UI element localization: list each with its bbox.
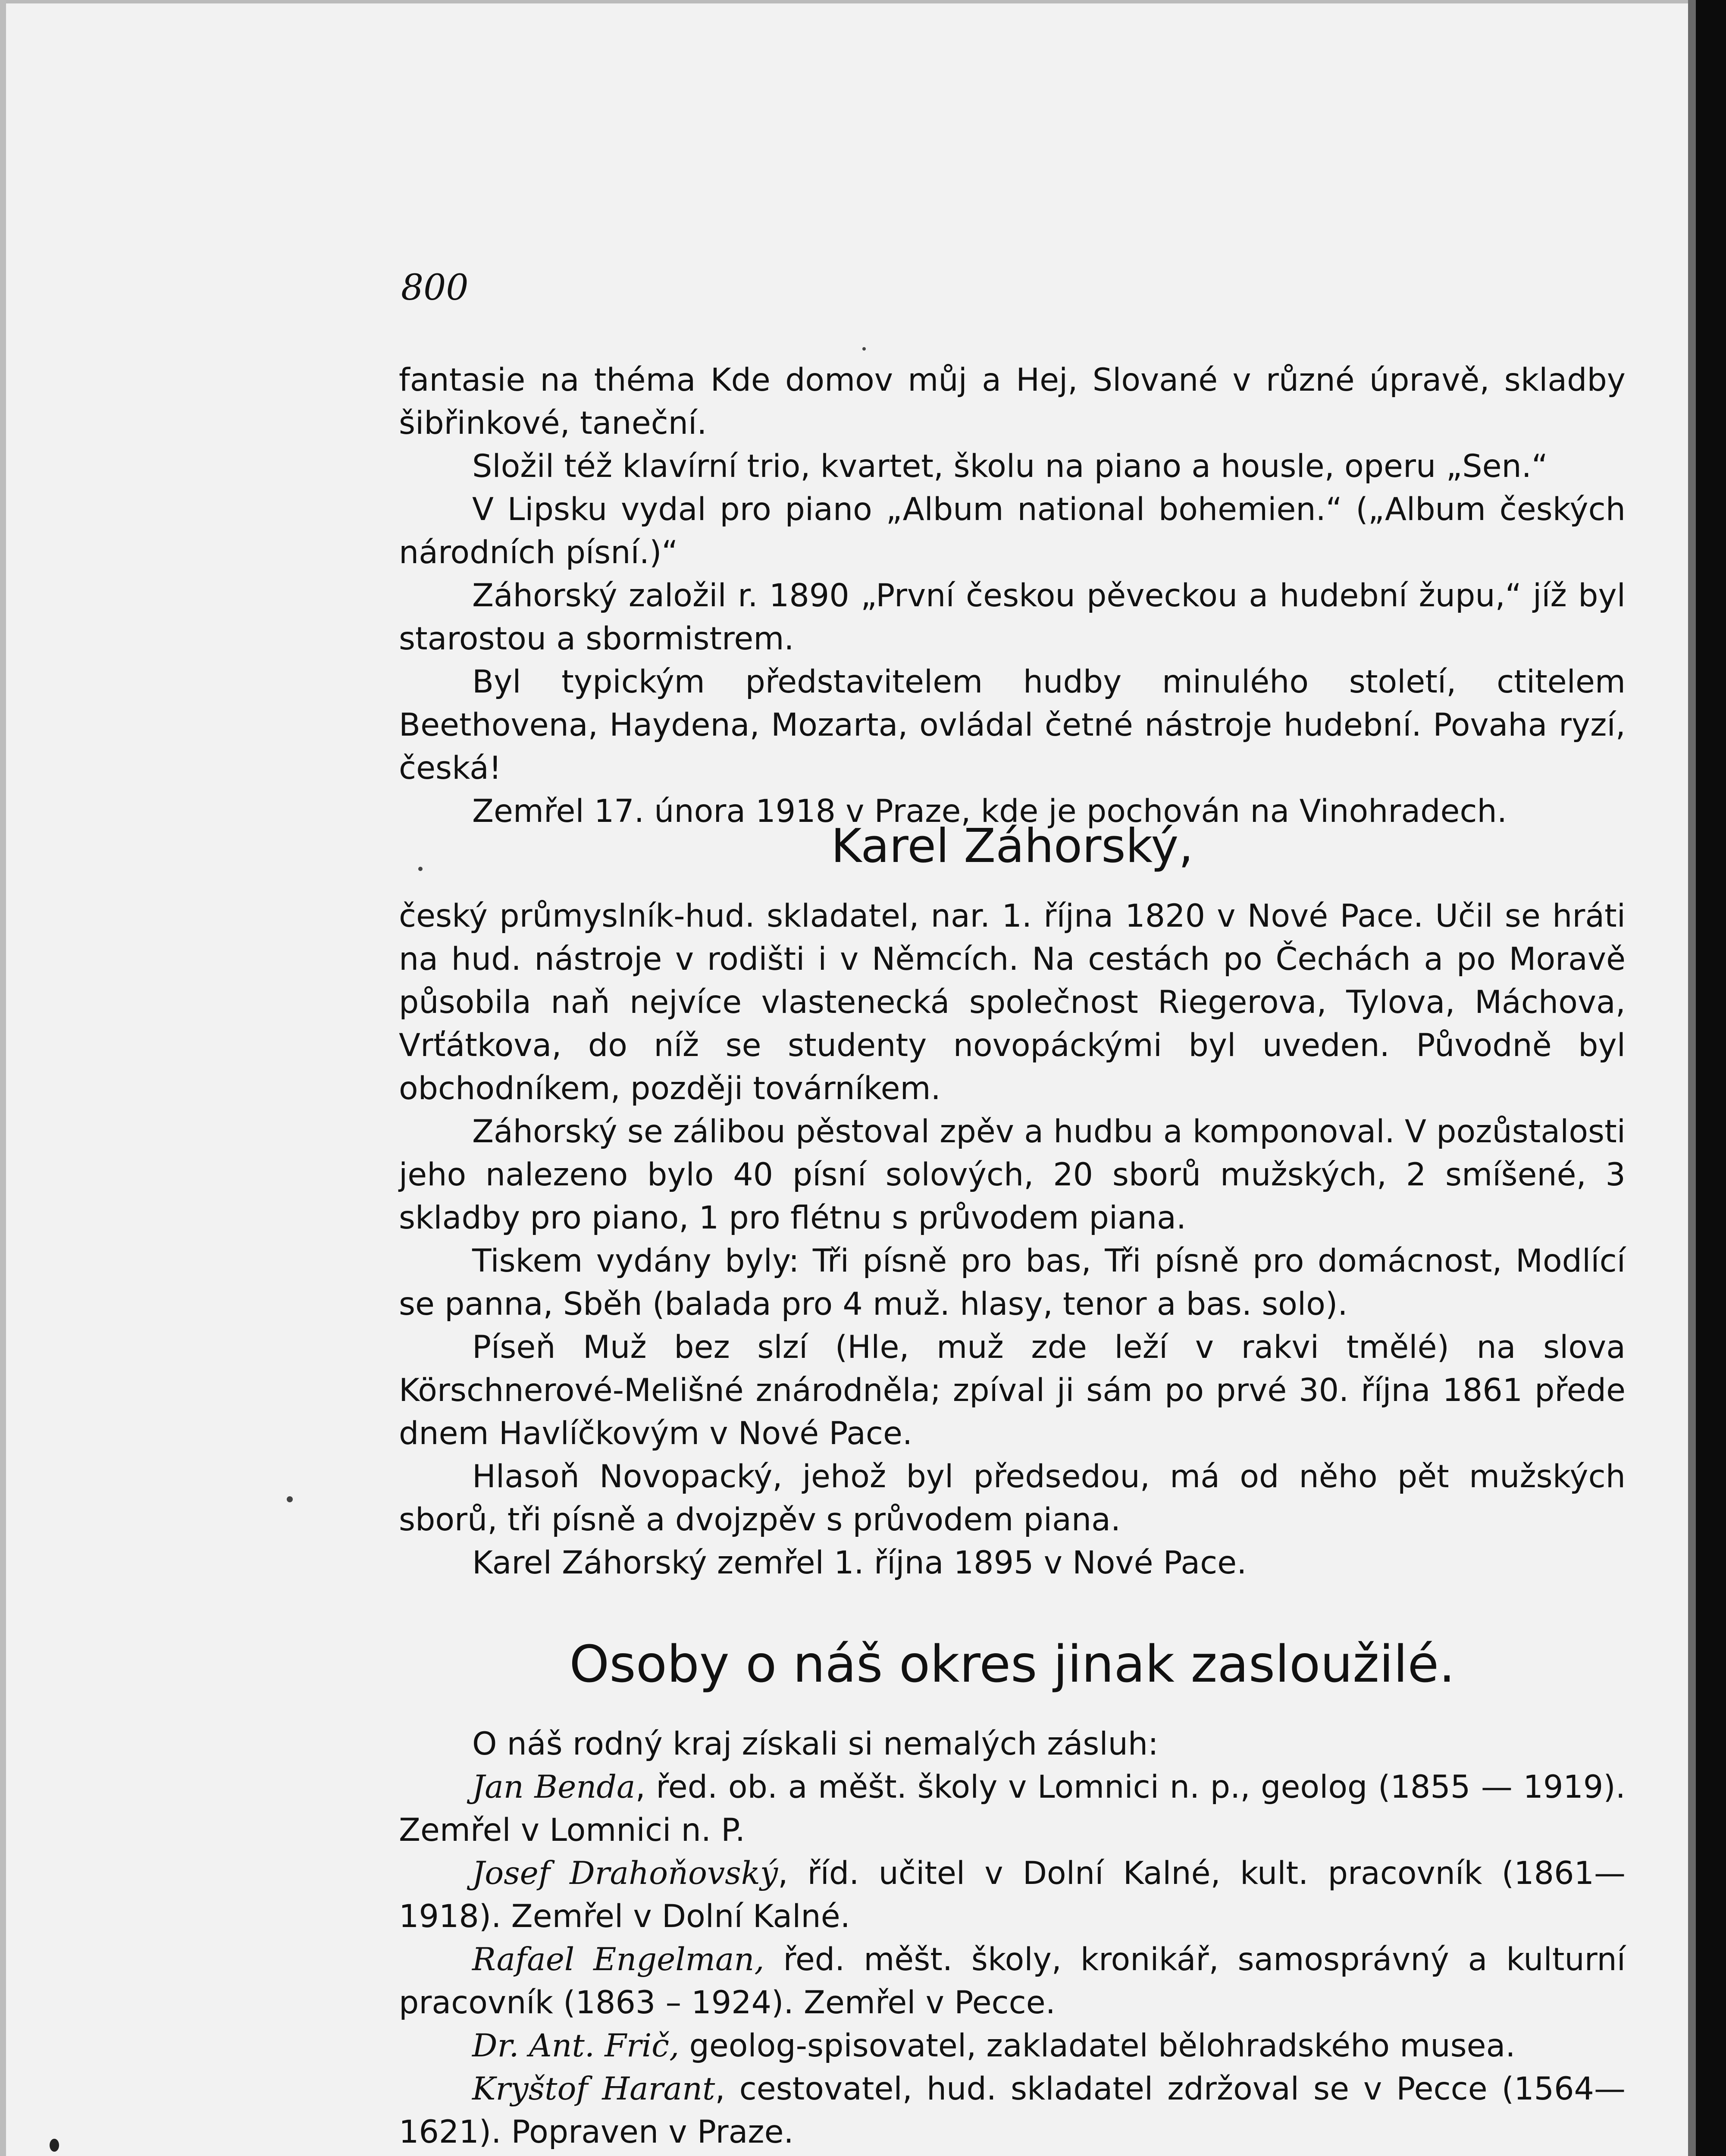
scan-border-right-shadow: [1688, 0, 1696, 2156]
person-name: Jan Benda: [472, 1769, 636, 1805]
person-entry: [399, 1766, 1626, 1852]
paragraph: fantasie na théma Kde domov můj a Hej, Slované v různé úpravě, skladby šibřinkové, taneční.: [399, 362, 1626, 442]
person-name: Josef Drahoňovský: [472, 1855, 778, 1892]
person-description: řed. měšt. školy, kronikář, samosprávný a kulturní pracovník (1863 – 1924). Zemřel v Pecce.: [399, 1941, 1626, 2021]
person-description: , cestovatel, hud. skladatel zdržoval se v Pecce (1564—1621). Popraven v Praze.: [399, 2071, 1626, 2150]
section-heading-persons: Osoby o náš okres jinak zasloužilé.: [569, 1634, 1455, 1694]
section-heading-karel-zahorsky: Karel Záhorský,: [831, 819, 1193, 873]
section-persons: [399, 1723, 1626, 2154]
page-number: 800: [401, 267, 469, 308]
paragraph: Hlasoň Novopacký, jehož byl předsedou, má od něho pět mužských sborů, tři písně a dvojzpěv s průvodem piana.: [399, 1458, 1626, 1538]
paragraph: Tiskem vydány byly: Tři písně pro bas, Tři písně pro domácnost, Modlící se panna, Sběh (balada pro 4 muž. hlasy, tenor a bas. solo).: [399, 1243, 1626, 1322]
scan-speck: [862, 347, 866, 351]
paragraph: Složil též klavírní trio, kvartet, školu na piano a housle, operu „Sen.“: [472, 448, 1548, 485]
paragraph: český průmyslník-hud. skladatel, nar. 1. října 1820 v Nové Pace. Učil se hráti na hud. nástroje v rodišti i v Němcích. Na cestách po Čechách a po Moravě působila naň nejvíce vlastenecká společnost Riegerova, Tylova, Máchova, Vrťátkova, do níž se studenty novopáckými byl uveden. Původně byl obchodníkem, později továrníkem.: [399, 898, 1626, 1107]
section-zahorsky-senior: [399, 359, 1626, 833]
scan-border-right: [1696, 0, 1726, 2156]
paragraph: Karel Záhorský zemřel 1. října 1895 v Nové Pace.: [472, 1545, 1247, 1581]
person-name: Dr. Ant. Frič,: [472, 2028, 680, 2064]
paragraph: Byl typickým představitelem hudby minulého století, ctitelem Beethovena, Haydena, Mozarta, ovládal četné nástroje hudební. Povaha ryzí, česká!: [399, 664, 1626, 787]
paragraph: Zemřel 17. února 1918 v Praze, kde je pochován na Vinohradech.: [472, 793, 1507, 830]
scan-border-top: [0, 0, 1726, 3]
person-description: , říd. učitel v Dolní Kalné, kult. pracovník (1861—1918). Zemřel v Dolní Kalné.: [399, 1855, 1626, 1935]
scan-speck: [287, 1496, 293, 1502]
person-description: geolog-spisovatel, zakladatel bělohradského musea.: [679, 2028, 1516, 2064]
paragraph: Záhorský založil r. 1890 „První českou pěveckou a hudební župu,“ jíž byl starostou a sbormistrem.: [399, 577, 1626, 657]
person-entry: [399, 2068, 1626, 2154]
person-name: Kryštof Harant: [472, 2071, 715, 2107]
person-entry: [399, 1852, 1626, 1938]
scan-border-left: [0, 0, 6, 2156]
paragraph: O náš rodný kraj získali si nemalých zásluh:: [472, 1726, 1159, 1762]
person-name: Rafael Engelman,: [472, 1941, 764, 1978]
scan-speck: [50, 2139, 59, 2152]
paragraph: V Lipsku vydal pro piano „Album national bohemien.“ („Album českých národních písní.)“: [399, 491, 1626, 571]
person-description: , řed. ob. a měšt. školy v Lomnici n. p., geolog (1855 — 1919). Zemřel v Lomnici n. P.: [399, 1769, 1626, 1849]
person-entry: [399, 2024, 1626, 2068]
person-entry: [399, 1938, 1626, 2024]
paragraph: Záhorský se zálibou pěstoval zpěv a hudbu a komponoval. V pozůstalosti jeho nalezeno bylo 40 písní solových, 20 sborů mužských, 2 smíšené, 3 skladby pro piano, 1 pro flétnu s průvodem piana.: [399, 1113, 1626, 1236]
paragraph: Píseň Muž bez slzí (Hle, muž zde leží v rakvi tmělé) na slova Körschnerové-Melišné znárodněla; zpíval ji sám po prvé 30. října 1861 přede dnem Havlíčkovým v Nové Pace.: [399, 1329, 1626, 1452]
section-karel-zahorsky: [399, 895, 1626, 1585]
